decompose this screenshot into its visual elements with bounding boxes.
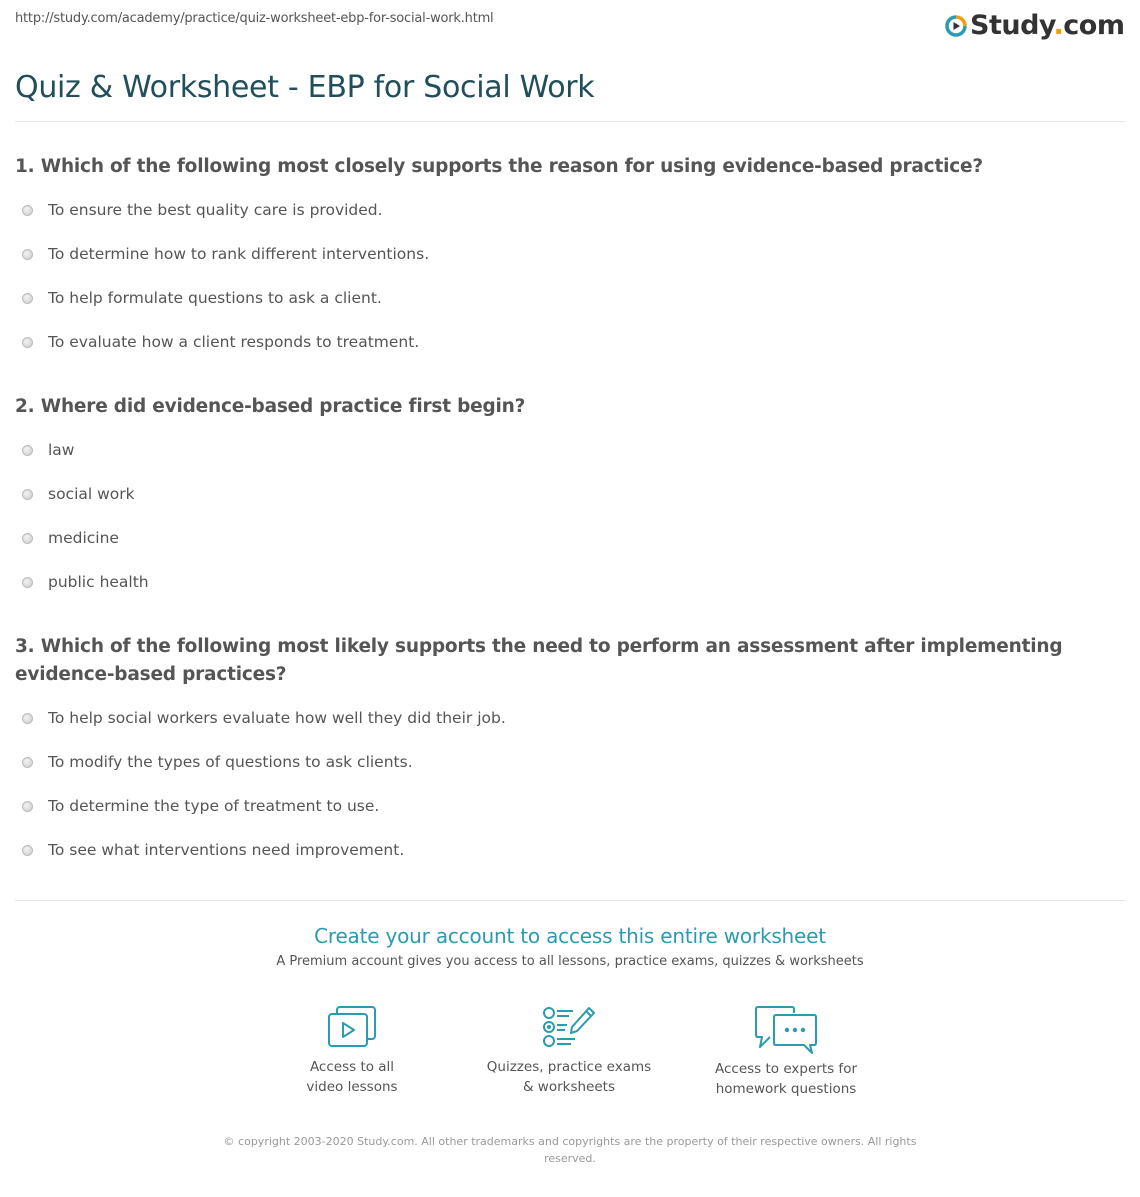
radio-icon[interactable] bbox=[22, 249, 33, 260]
radio-icon[interactable] bbox=[22, 489, 33, 500]
copyright-footer: © copyright 2003-2020 Study.com. All other trademarks and copyrights are the property of their respective owners. All rights reserved. bbox=[223, 1135, 917, 1165]
play-logo-icon bbox=[945, 15, 967, 37]
cta-title-link[interactable]: Create your account to access this entire worksheet bbox=[314, 924, 826, 948]
radio-icon[interactable] bbox=[22, 205, 33, 216]
radio-icon[interactable] bbox=[22, 757, 33, 768]
page-url: http://study.com/academy/practice/quiz-worksheet-ebp-for-social-work.html bbox=[15, 11, 494, 26]
feature-video-lessons: Access to all video lessons bbox=[252, 1005, 452, 1097]
answer-option[interactable]: To modify the types of questions to ask clients. bbox=[22, 740, 506, 784]
question-1: 1. Which of the following most closely supports the reason for using evidence-based practice? bbox=[15, 156, 983, 177]
answer-option[interactable]: medicine bbox=[22, 516, 149, 560]
video-lessons-icon bbox=[327, 1005, 377, 1049]
feature-experts: Access to experts for homework questions bbox=[686, 1005, 886, 1099]
radio-icon[interactable] bbox=[22, 845, 33, 856]
answer-option[interactable]: To determine how to rank different interventions. bbox=[22, 232, 429, 276]
question-2: 2. Where did evidence-based practice first begin? bbox=[15, 396, 526, 417]
study-logo[interactable] bbox=[945, 10, 1125, 41]
answer-option[interactable]: To ensure the best quality care is provided. bbox=[22, 188, 429, 232]
chat-bubbles-icon bbox=[754, 1005, 818, 1055]
divider bbox=[15, 900, 1125, 901]
answer-list-1 bbox=[22, 188, 429, 364]
radio-icon[interactable] bbox=[22, 577, 33, 588]
answer-option[interactable]: To help social workers evaluate how well they did their job. bbox=[22, 696, 506, 740]
answer-option[interactable]: To help formulate questions to ask a client. bbox=[22, 276, 429, 320]
answer-option[interactable]: law bbox=[22, 428, 149, 472]
answer-option[interactable]: To determine the type of treatment to use. bbox=[22, 784, 506, 828]
answer-option[interactable]: public health bbox=[22, 560, 149, 604]
answer-list-2 bbox=[22, 428, 149, 604]
radio-icon[interactable] bbox=[22, 445, 33, 456]
signup-cta bbox=[0, 924, 1140, 969]
divider bbox=[15, 121, 1125, 122]
answer-list-3 bbox=[22, 696, 506, 872]
answer-option[interactable]: social work bbox=[22, 472, 149, 516]
feature-quizzes: Quizzes, practice exams & worksheets bbox=[469, 1005, 669, 1097]
radio-icon[interactable] bbox=[22, 713, 33, 724]
radio-icon[interactable] bbox=[22, 293, 33, 304]
logo-text: Study.com bbox=[970, 10, 1125, 41]
radio-icon[interactable] bbox=[22, 801, 33, 812]
radio-icon[interactable] bbox=[22, 337, 33, 348]
question-3: 3. Which of the following most likely supports the need to perform an assessment after implementing evidence-based practices? bbox=[15, 636, 1063, 685]
radio-icon[interactable] bbox=[22, 533, 33, 544]
answer-option[interactable]: To evaluate how a client responds to treatment. bbox=[22, 320, 429, 364]
page-title: Quiz & Worksheet - EBP for Social Work bbox=[15, 70, 595, 105]
cta-subtitle: A Premium account gives you access to all lessons, practice exams, quizzes & worksheets bbox=[276, 954, 864, 969]
quiz-checklist-icon bbox=[541, 1005, 597, 1049]
answer-option[interactable]: To see what interventions need improvement. bbox=[22, 828, 506, 872]
